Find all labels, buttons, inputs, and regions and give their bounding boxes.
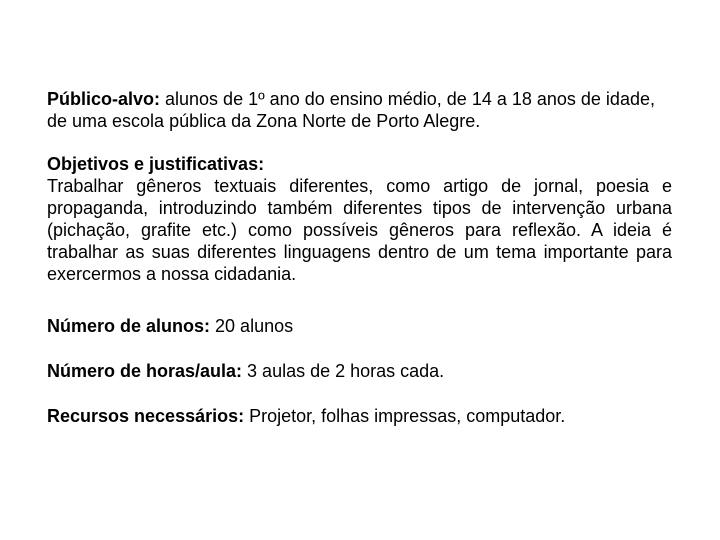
objectives-label: Objetivos e justificativas: [47,154,265,174]
resources-paragraph [47,405,672,427]
target-audience-label: Público-alvo: [47,89,161,109]
resources-text: Projetor, folhas impressas, computador. [244,406,566,426]
class-hours-text: 3 aulas de 2 horas cada. [242,361,445,381]
objectives-text: Trabalhar gêneros textuais diferentes, como artigo de jornal, poesia e propaganda, introduzindo também diferentes tipos de intervenção urbana (pichação, grafite etc.) como possíveis gêneros para reflexão. A ideia é trabalhar as suas diferentes linguagens dentro de um tema importante para exercermos a nossa cidadania. [47,176,672,284]
class-hours-paragraph [47,360,672,382]
lesson-plan-content [47,88,672,427]
class-hours-label: Número de horas/aula: [47,361,243,381]
target-audience-text: alunos de 1º ano do ensino médio, de 14 a 18 anos de idade, de uma escola pública da Zona Norte de Porto Alegre. [47,89,655,131]
student-count-text: 20 alunos [210,316,294,336]
objectives-section [47,153,672,285]
resources-label: Recursos necessários: [47,406,245,426]
student-count-label: Número de alunos: [47,316,211,336]
target-audience-paragraph [47,88,672,132]
student-count-paragraph [47,315,672,337]
